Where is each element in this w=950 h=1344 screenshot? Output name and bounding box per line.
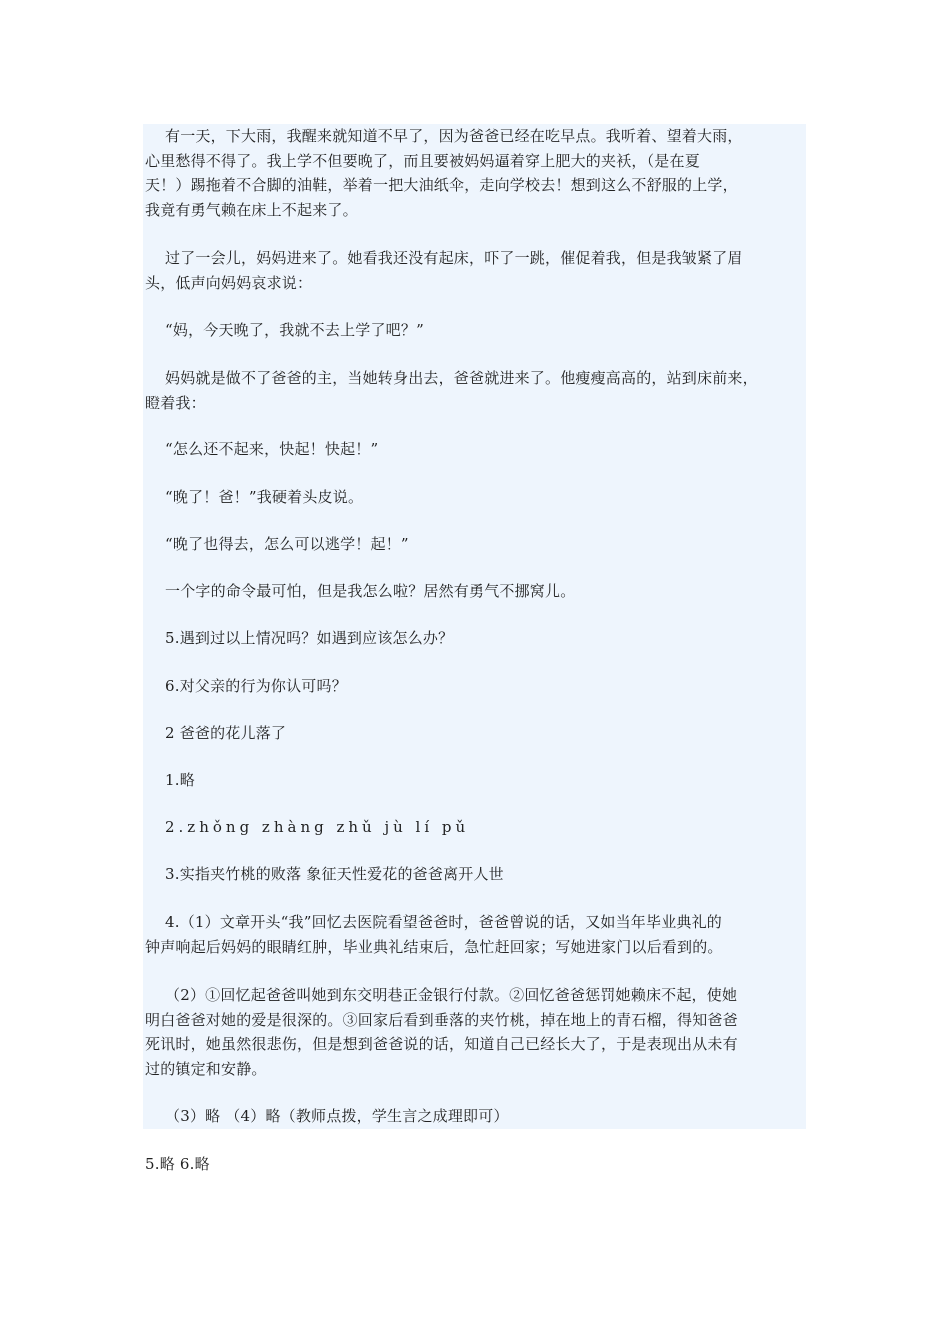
- text-line: 4.（1）文章开头“我”回忆去医院看望爸爸时，爸爸曾说的话，又如当年毕业典礼的: [165, 913, 722, 931]
- answer: [145, 1152, 805, 1177]
- text-line: “妈，今天晚了，我就不去上学了吧？”: [165, 321, 424, 339]
- text-line: （3）略 （4）略（教师点拨，学生言之成理即可）: [165, 1107, 509, 1125]
- text-line: 明白爸爸对她的爱是很深的。③回家后看到垂落的夹竹桃，掉在地上的青石榴，得知爸爸: [145, 1010, 738, 1029]
- answer: [145, 1104, 805, 1129]
- paragraph: [145, 124, 805, 222]
- text-line: 头，低声向妈妈哀求说：: [145, 273, 313, 292]
- text-line: （2）①回忆起爸爸叫她到东交明巷正金银行付款。②回忆爸爸惩罚她赖床不起，使她: [165, 986, 738, 1004]
- text-line: 妈妈就是做不了爸爸的主，当她转身出去，爸爸就进来了。他瘦瘦高高的，站到床前来，: [165, 369, 758, 387]
- answer: [145, 983, 805, 1081]
- text-line: 5.略 6.略: [145, 1155, 210, 1173]
- text-line: 一个字的命令最可怕，但是我怎么啦？居然有勇气不挪窝儿。: [165, 582, 576, 600]
- paragraph: [145, 366, 805, 415]
- text-line: 1.略: [165, 771, 195, 789]
- pinyin-line: 2.zhǒng zhàng zhǔ jù lí pǔ: [165, 818, 470, 836]
- text-line: 6.对父亲的行为你认可吗？: [165, 677, 347, 695]
- text-line: 心里愁得不得了。我上学不但要晚了，而且要被妈妈逼着穿上肥大的夹袄，（是在夏: [145, 151, 700, 170]
- question: [145, 674, 805, 699]
- text-line: 天！）踢拖着不合脚的油鞋，举着一把大油纸伞，走向学校去！想到这么不舒服的上学，: [145, 176, 738, 194]
- section-heading: [145, 721, 805, 746]
- paragraph: [145, 532, 805, 557]
- answer: [145, 815, 805, 840]
- question: [145, 626, 805, 651]
- paragraph: [145, 246, 805, 295]
- text-line: 2 爸爸的花儿落了: [165, 724, 287, 742]
- text-line: “怎么还不起来，快起！快起！”: [165, 440, 379, 458]
- text-line: “晚了也得去，怎么可以逃学！起！”: [165, 535, 409, 553]
- answer: [145, 862, 805, 887]
- text-line: 3.实指夹竹桃的败落 象征天性爱花的爸爸离开人世: [165, 865, 504, 883]
- answer: [145, 768, 805, 793]
- text-line: 有一天，下大雨，我醒来就知道不早了，因为爸爸已经在吃早点。我听着、望着大雨，: [165, 127, 743, 145]
- text-line: “晚了！爸！”我硬着头皮说。: [165, 488, 364, 506]
- text-line: 过的镇定和安静。: [145, 1059, 267, 1078]
- text-line: 死讯时，她虽然很悲伤，但是想到爸爸说的话，知道自己已经长大了，于是表现出从未有: [145, 1035, 738, 1053]
- text-line: 过了一会儿，妈妈进来了。她看我还没有起床，吓了一跳，催促着我，但是我皱紧了眉: [165, 249, 743, 267]
- paragraph: [145, 579, 805, 604]
- paragraph: [145, 318, 805, 343]
- text-line: 我竟有勇气赖在床上不起来了。: [145, 200, 358, 219]
- text-line: 5.遇到过以上情况吗？如遇到应该怎么办？: [165, 629, 454, 647]
- answer: [145, 910, 805, 959]
- paragraph: [145, 485, 805, 510]
- text-line: 钟声响起后妈妈的眼睛红肿，毕业典礼结束后，急忙赶回家；写她进家门以后看到的。: [145, 937, 723, 956]
- text-line: 瞪着我：: [145, 393, 206, 412]
- paragraph: [145, 437, 805, 462]
